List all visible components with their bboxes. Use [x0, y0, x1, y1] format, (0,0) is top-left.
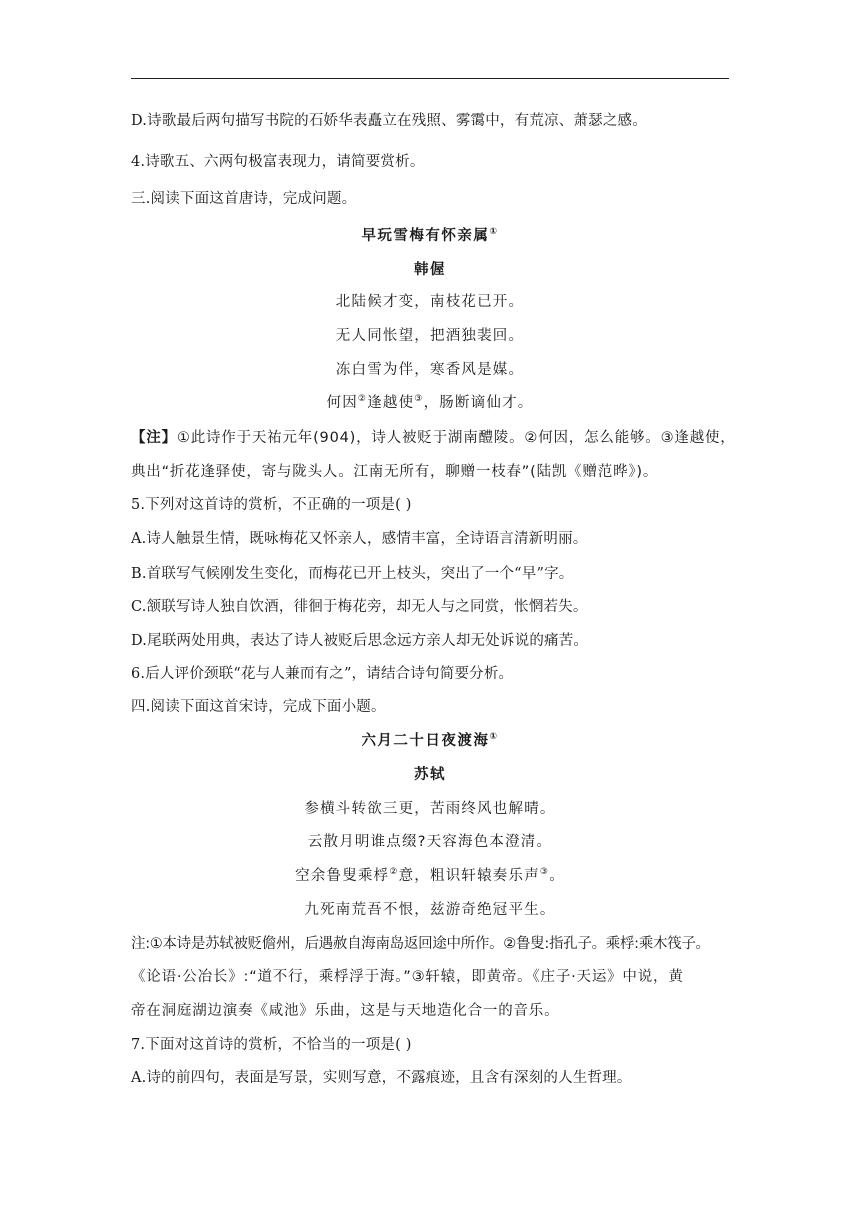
poem1-line: 无人同怅望，把酒独裴回。 [335, 328, 525, 344]
poem1-author: 韩偓 [414, 262, 446, 278]
poem2-note-line2: 《论语·公冶长》:“道不行，乘桴浮于海。”③轩辕，即黄帝。《庄子·天运》中说，黄 [131, 969, 684, 985]
q4-stem: 4.诗歌五、六两句极富表现力，请简要赏析。 [131, 154, 425, 170]
q5-stem: 5.下列对这首诗的赏析，不正确的一项是( ) [131, 497, 412, 513]
poem1-title: 早玩雪梅有怀亲属① [361, 227, 499, 244]
poem2-author: 苏轼 [414, 767, 446, 783]
header-rule [131, 78, 729, 79]
poem1-line-last: 何因②逢越使③，肠断谪仙才。 [326, 394, 534, 411]
poem2-title: 六月二十日夜渡海① [361, 732, 499, 749]
q7-stem: 7.下面对这首诗的赏析，不恰当的一项是( ) [131, 1037, 412, 1053]
section-4-heading: 四.阅读下面这首宋诗，完成下面小题。 [131, 699, 386, 715]
q5-option-b: B.首联写气候刚发生变化，而梅花已开上枝头，突出了一个“早”字。 [131, 566, 574, 582]
poem2-note-line3: 帝在洞庭湖边演奏《咸池》乐曲，这是与天地造化合一的音乐。 [131, 1003, 560, 1019]
poem1-note-line1: 【注】①此诗作于天祐元年(904)，诗人被贬于湖南醴陵。②何因，怎么能够。③逢越使， [131, 430, 736, 446]
poem1-line: 冻白雪为伴，寒香风是媒。 [335, 362, 525, 378]
q5-option-d: D.尾联两处用典，表达了诗人被贬后思念远方亲人却无处诉说的痛苦。 [131, 633, 589, 649]
q5-option-a: A.诗人触景生情，既咏梅花又怀亲人，感情丰富，全诗语言清新明丽。 [131, 531, 588, 547]
q7-option-a: A.诗的前四句，表面是写景，实则写意，不露痕迹，且含有深刻的人生哲理。 [131, 1070, 632, 1086]
poem2-line: 参横斗转欲三更，苦雨终风也解晴。 [304, 801, 556, 817]
section-3-heading: 三.阅读下面这首唐诗，完成问题。 [131, 191, 357, 207]
poem2-line: 九死南荒吾不恨，兹游奇绝冠平生。 [304, 902, 556, 918]
poem2-note-line1: 注:①本诗是苏轼被贬儋州，后遇赦自海南岛返回途中所作。②鲁叟:指孔子。乘桴:乘木筏子。 [131, 936, 710, 952]
q3-option-d: D.诗歌最后两句描写书院的石娇华表矗立在残照、雾霭中，有荒凉、萧瑟之感。 [131, 113, 647, 129]
poem2-line: 云散月明谁点缀?天容海色本澄清。 [307, 834, 553, 850]
q5-option-c: C.颔联写诗人独自饮酒，徘徊于梅花旁，却无人与之同赏，怅惘若失。 [131, 599, 588, 615]
q6-stem: 6.后人评价颈联“花与人兼而有之”，请结合诗句简要分析。 [131, 666, 514, 682]
poem2-line: 空余鲁叟乘桴②意，粗识轩辕奏乐声③。 [295, 867, 565, 884]
poem1-note-line2: 典出“折花逢驿使，寄与陇头人。江南无所有，聊赠一枝春”(陆凯《赠范晔》)。 [131, 464, 659, 480]
poem1-line: 北陆候才变，南枝花已开。 [335, 294, 525, 310]
